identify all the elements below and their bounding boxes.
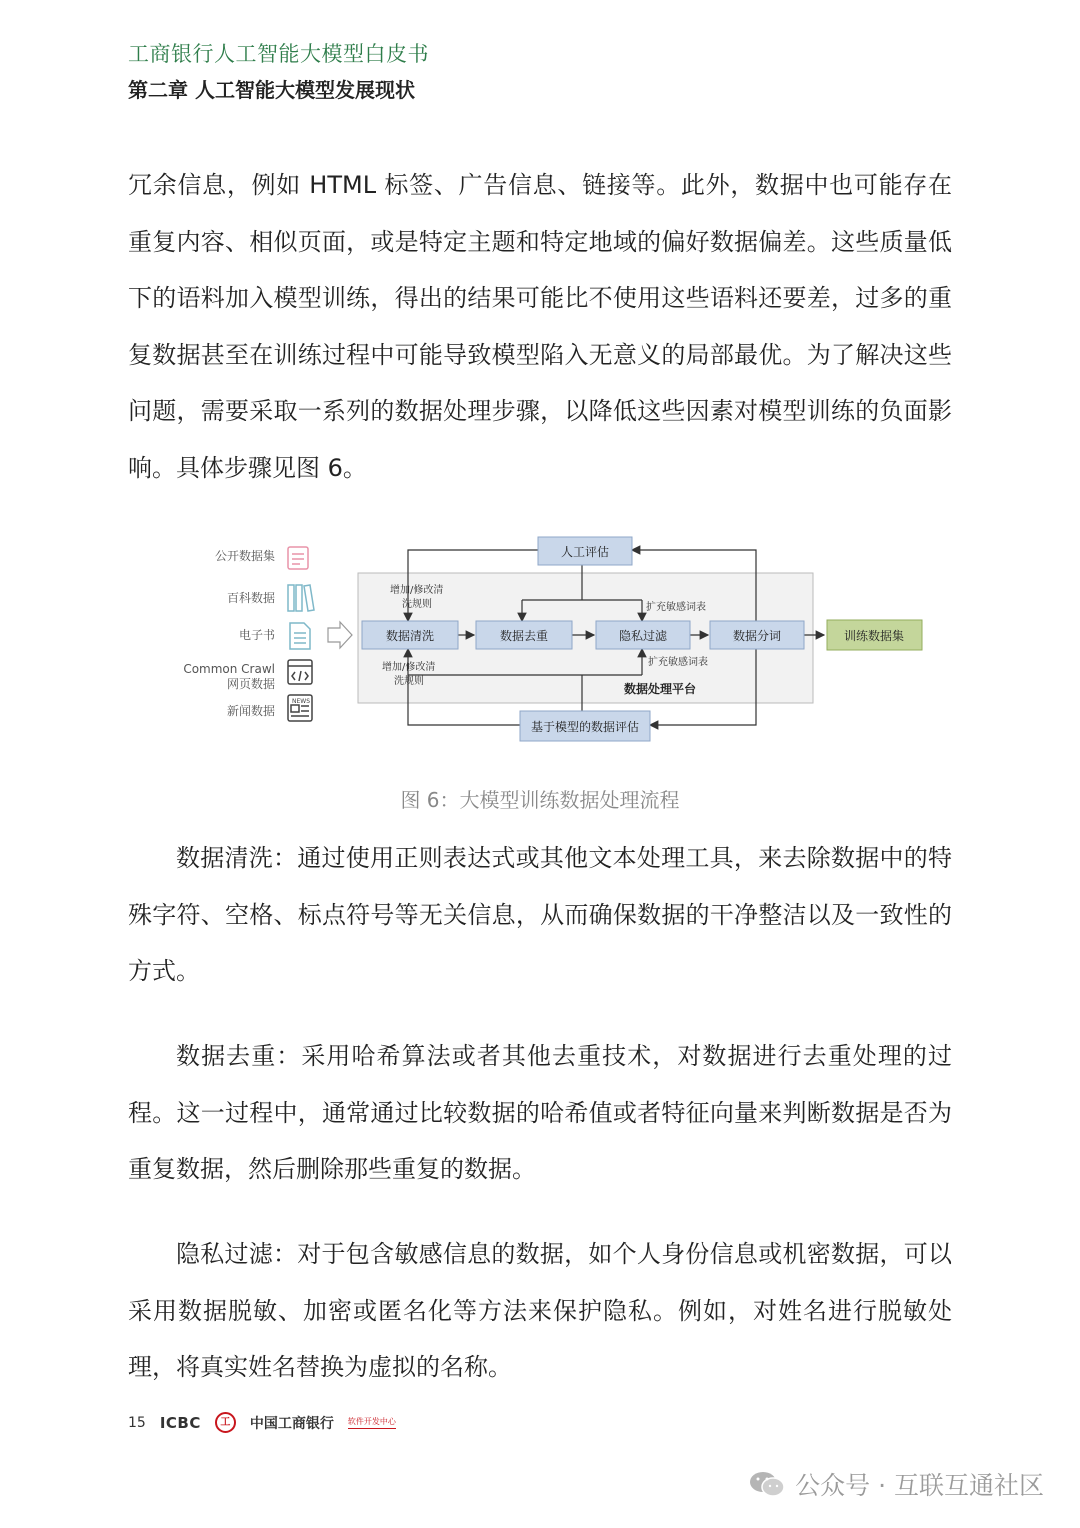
svg-text:NEWS: NEWS: [292, 698, 311, 705]
page-number: 15: [128, 1414, 146, 1431]
body-paragraph: 数据清洗：通过使用正则表达式或其他文本处理工具，来去除数据中的特殊字符、空格、标点符号等无关信息，从而确保数据的干净整洁以及一致性的方式。: [128, 844, 952, 985]
note-bottom-left-line2: 洗规则: [394, 676, 424, 687]
news-icon: [288, 695, 312, 721]
step-label-cleaning: 数据清洗: [385, 629, 435, 643]
note-top-left-line2: 洗规则: [402, 599, 432, 610]
code-window-icon: [288, 660, 312, 684]
step-label-privacy: 隐私过滤: [618, 629, 668, 643]
source-label-web-data: 网页数据: [226, 677, 275, 691]
note-top-left-line1: 增加/修改清: [390, 585, 444, 596]
document-title: 工商银行人工智能大模型白皮书: [128, 42, 429, 66]
icbc-logo-text: ICBC: [159, 1413, 201, 1432]
body-paragraph: 冗余信息，例如 HTML 标签、广告信息、链接等。此外，数据中也可能存在重复内容、相似页面，或是特定主题和特定地域的偏好数据偏差。这些质量低下的语料加入模型训练，得出的结果可能比不使用这些语料还要差，过多的重复数据甚至在训练过程中可能导致模型陷入无意义的局部最优。为了解决这些问题，需要采取一系列的数据处理步骤，以降低这些因素对模型训练的负面影响。具体步骤见图 6。: [128, 171, 952, 482]
page-footer: [128, 1412, 396, 1433]
output-label: 训练数据集: [843, 629, 905, 643]
manual-eval-label: 人工评估: [560, 545, 610, 559]
ebook-icon: [290, 623, 310, 649]
body-paragraph: 数据去重：采用哈希算法或者其他去重技术，对数据进行去重处理的过程。这一过程中，通常通过比较数据的哈希值或者特征向量来判断数据是否为重复数据，然后删除那些重复的数据。: [128, 1042, 952, 1183]
icbc-seal-icon: 工: [215, 1412, 236, 1433]
input-arrow-icon: [328, 622, 352, 648]
source-label-common-crawl: Common Crawl: [183, 662, 275, 676]
platform-label: 数据处理平台: [623, 682, 697, 696]
department-name: 软件开发中心: [348, 1416, 396, 1429]
wechat-icon: [749, 1470, 785, 1498]
step-label-tokenize: 数据分词: [732, 629, 782, 643]
books-icon: [288, 585, 314, 611]
note-bottom-left-line1: 增加/修改清: [382, 662, 436, 673]
figure-caption: 图 6：大模型训练数据处理流程: [400, 788, 680, 812]
source-label-public-dataset: 公开数据集: [214, 549, 275, 563]
watermark: [749, 1466, 1044, 1502]
source-label-encyclopedia: 百科数据: [226, 591, 275, 605]
source-label-news: 新闻数据: [226, 704, 275, 718]
data-processing-diagram: [170, 525, 930, 750]
bank-name: 中国工商银行: [249, 1415, 334, 1432]
model-eval-label: 基于模型的数据评估: [530, 720, 640, 734]
chapter-title: 第二章 人工智能大模型发展现状: [128, 78, 415, 102]
body-paragraph: 隐私过滤：对于包含敏感信息的数据，如个人身份信息或机密数据，可以采用数据脱敏、加密或匿名化等方法来保护隐私。例如，对姓名进行脱敏处理，将真实姓名替换为虚拟的名称。: [128, 1240, 952, 1381]
source-label-ebook: 电子书: [238, 628, 275, 642]
dataset-doc-icon: [288, 547, 308, 569]
note-top-right: 扩充敏感词表: [646, 602, 706, 613]
watermark-text: 公众号 · 互联互通社区: [795, 1471, 1044, 1500]
step-label-dedup: 数据去重: [499, 629, 549, 643]
note-bottom-right: 扩充敏感词表: [648, 657, 708, 668]
